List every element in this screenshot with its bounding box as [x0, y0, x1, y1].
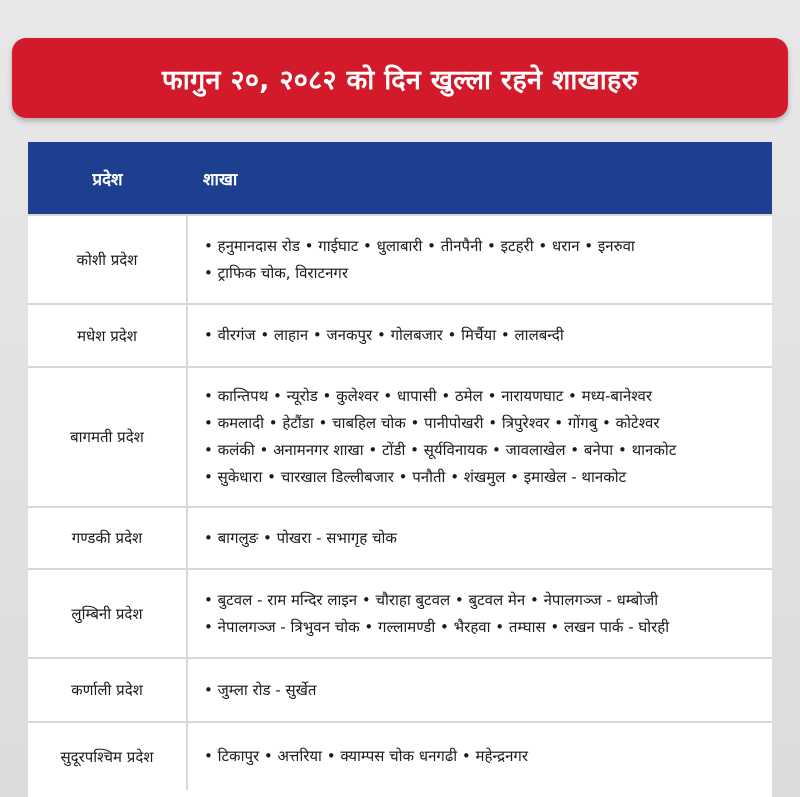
table-row	[28, 722, 772, 790]
province-cell: सुदूरपश्चिम प्रदेश	[28, 722, 187, 790]
branch-line: • नेपालगञ्ज - त्रिभुवन चोक • गल्लामण्डी • भैरहवा • तम्घास • लखन पार्क - घोरही	[204, 617, 670, 636]
branch-line: • बागलुङ • पोखरा - सभागृह चोक	[204, 528, 397, 547]
table-row	[28, 367, 772, 507]
page-title: फागुन २०, २०८२ को दिन खुल्ला रहने शाखाहरु	[161, 64, 639, 96]
header-province: प्रदेश	[28, 142, 187, 215]
province-cell: कोशी प्रदेश	[28, 215, 187, 304]
branch-table-container	[28, 142, 772, 797]
branches-cell	[187, 658, 772, 722]
branch-line: • वीरगंज • लाहान • जनकपुर • गोलबजार • मिर्चैया • लालबन्दी	[204, 326, 564, 344]
branch-table	[28, 142, 772, 790]
province-cell: कर्णाली प्रदेश	[28, 658, 187, 722]
branches-cell	[187, 507, 772, 569]
table-header-row	[28, 142, 772, 215]
branch-line: • कमलादी • हेटौंडा • चाबहिल चोक • पानीपोखरी • त्रिपुरेश्वर • गोंगबु • कोटेश्वर	[204, 414, 660, 432]
table-row	[28, 507, 772, 569]
branch-line: • ट्राफिक चोक, विराटनगर	[204, 263, 348, 282]
title-banner	[12, 38, 788, 118]
table-row	[28, 304, 772, 367]
header-branch: शाखा	[187, 142, 772, 215]
province-cell: लुम्बिनी प्रदेश	[28, 569, 187, 658]
province-cell: बागमती प्रदेश	[28, 367, 187, 507]
branches-cell	[187, 367, 772, 507]
province-cell: गण्डकी प्रदेश	[28, 507, 187, 569]
branch-line: • हनुमानदास रोड • गाईघाट • धुलाबारी • तीनपैनी • इटहरी • धरान • इनरुवा	[204, 236, 635, 255]
branch-line: • कलंकी • अनामनगर शाखा • टोंडी • सूर्यविनायक • जावलाखेल • बनेपा • थानकोट	[204, 441, 677, 459]
branch-line: • जुम्ला रोड - सुर्खेत	[204, 680, 317, 699]
branches-cell	[187, 569, 772, 658]
branches-cell	[187, 722, 772, 790]
table-row	[28, 215, 772, 304]
branches-cell	[187, 304, 772, 367]
table-row	[28, 658, 772, 722]
branch-line: • कान्तिपथ • न्यूरोड • कुलेश्वर • धापासी • ठमेल • नारायणघाट • मध्य-बानेश्वर	[204, 387, 653, 405]
branch-line: • टिकापुर • अत्तरिया • क्याम्पस चोक धनगढी • महेन्द्रनगर	[204, 747, 528, 765]
table-row	[28, 569, 772, 658]
province-cell: मधेश प्रदेश	[28, 304, 187, 367]
branch-line: • सुकेधारा • चारखाल डिल्लीबजार • पनौती • शंखमुल • इमाखेल - थानकोट	[204, 468, 627, 486]
branch-line: • बुटवल - राम मन्दिर लाइन • चौराहा बुटवल • बुटवल मेन • नेपालगञ्ज - धम्बोजी	[204, 590, 659, 609]
branches-cell	[187, 215, 772, 304]
